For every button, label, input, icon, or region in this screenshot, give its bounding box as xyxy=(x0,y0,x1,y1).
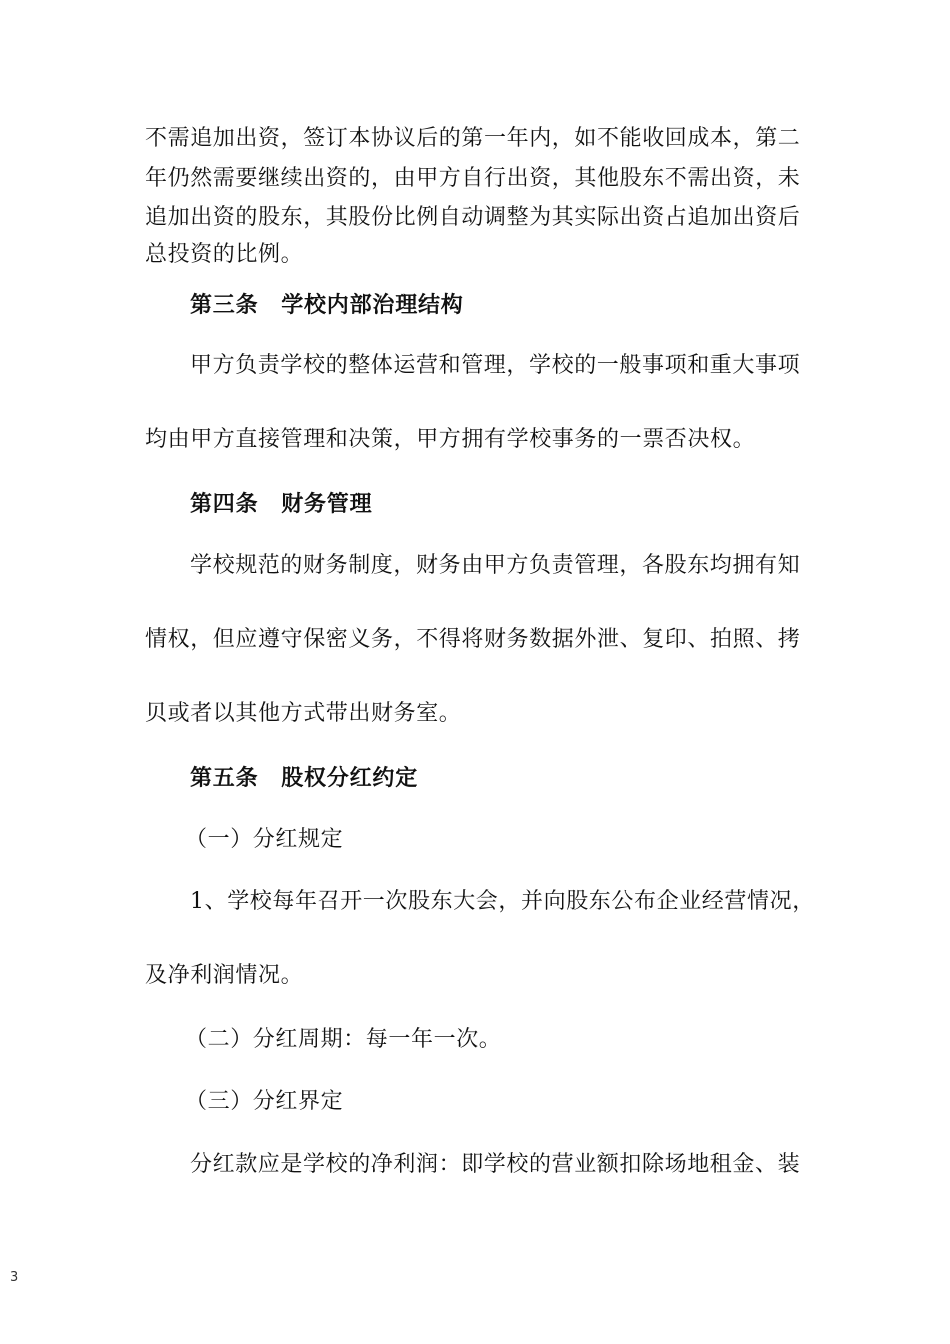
subsection-heading: （二）分红周期：每一年一次。 xyxy=(185,1027,502,1052)
paragraph-line: 学校规范的财务制度，财务由甲方负责管理，各股东均拥有知 xyxy=(190,553,801,578)
paragraph-line: 均由甲方直接管理和决策，甲方拥有学校事务的一票否决权。 xyxy=(145,427,756,452)
article-heading-3: 第三条 学校内部治理结构 xyxy=(190,292,464,318)
paragraph-line: 贝或者以其他方式带出财务室。 xyxy=(145,701,462,726)
subsection-heading: （一）分红规定 xyxy=(185,827,344,852)
paragraph-line: 甲方负责学校的整体运营和管理，学校的一般事项和重大事项 xyxy=(190,353,801,378)
paragraph-line: 不需追加出资，签订本协议后的第一年内，如不能收回成本，第二 xyxy=(145,126,801,151)
paragraph-line: 1、学校每年召开一次股东大会，并向股东公布企业经营情况， xyxy=(190,889,815,914)
article-heading-5: 第五条 股权分红约定 xyxy=(190,765,419,791)
paragraph-line: 总投资的比例。 xyxy=(145,242,304,267)
paragraph-line: 及净利润情况。 xyxy=(145,963,304,988)
paragraph-line: 情权，但应遵守保密义务，不得将财务数据外泄、复印、拍照、拷 xyxy=(145,627,801,652)
paragraph-line: 分红款应是学校的净利润：即学校的营业额扣除场地租金、装 xyxy=(190,1152,801,1177)
article-heading-4: 第四条 财务管理 xyxy=(190,491,373,517)
paragraph-line: 年仍然需要继续出资的，由甲方自行出资，其他股东不需出资，未 xyxy=(145,166,801,191)
subsection-heading: （三）分红界定 xyxy=(185,1089,344,1114)
page-number: 3 xyxy=(10,1270,19,1285)
paragraph-line: 追加出资的股东，其股份比例自动调整为其实际出资占追加出资后 xyxy=(145,205,801,230)
